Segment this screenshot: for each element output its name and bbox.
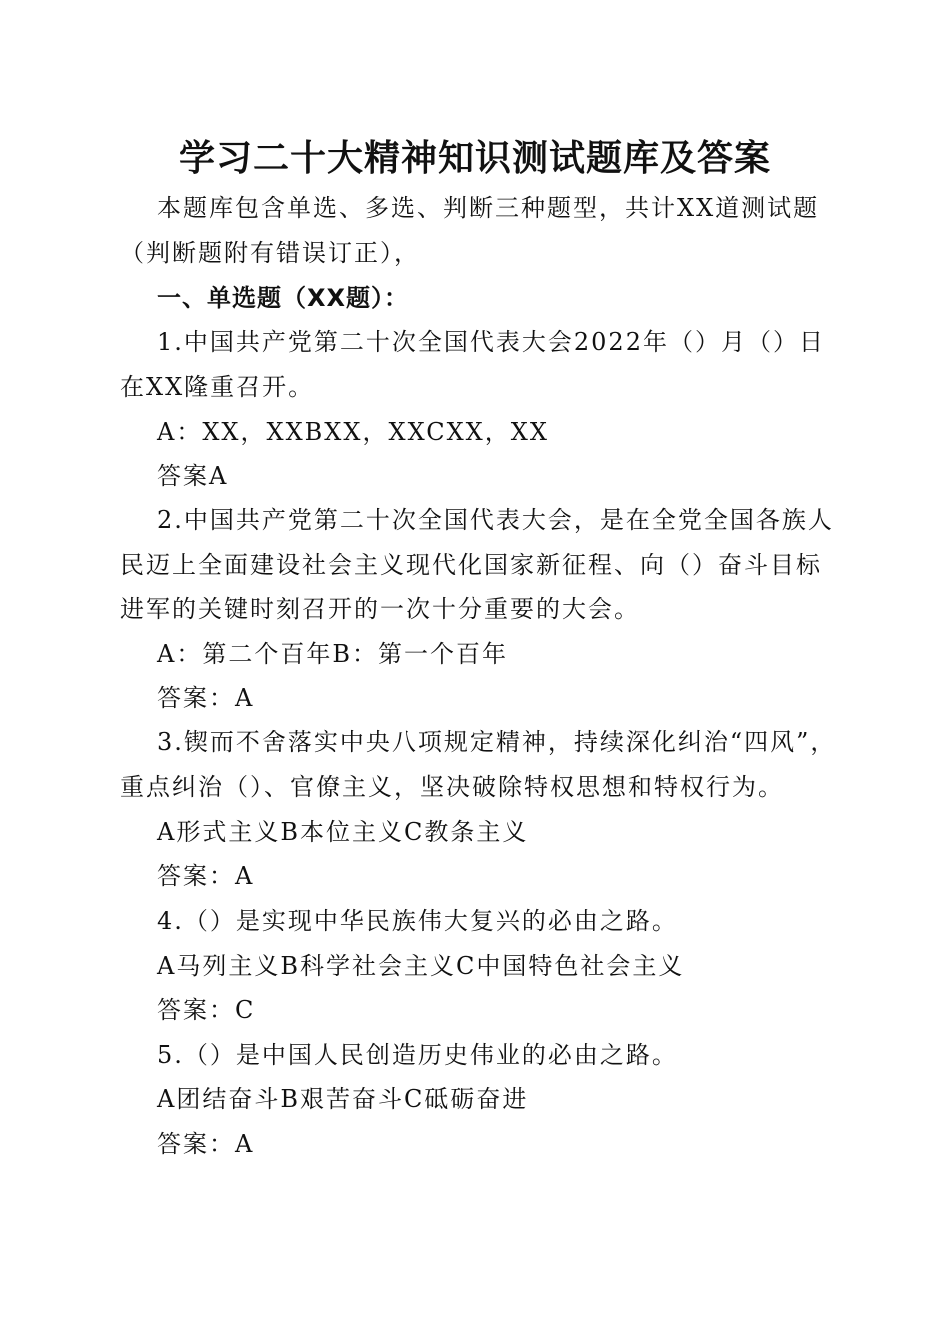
intro-line-1: 本题库包含单选、多选、判断三种题型，共计XX道测试题 bbox=[157, 194, 820, 222]
question-2-answer: 答案：A bbox=[157, 684, 255, 712]
question-1-line-1: 1.中国共产党第二十次全国代表大会2022年（）月（）日 bbox=[157, 328, 825, 356]
question-5-answer: 答案：A bbox=[157, 1130, 255, 1158]
question-4-answer: 答案：C bbox=[157, 996, 256, 1024]
question-5-options: A团结奋斗B艰苦奋斗C砥砺奋进 bbox=[157, 1085, 529, 1113]
question-3-line-1: 3.锲而不舍落实中央八项规定精神，持续深化纠治“四风”， bbox=[157, 728, 837, 756]
question-1-line-2: 在XX隆重召开。 bbox=[120, 373, 315, 401]
question-2-line-3: 进军的关键时刻召开的一次十分重要的大会。 bbox=[120, 595, 640, 623]
question-1-answer: 答案A bbox=[157, 462, 229, 490]
question-4-options: A马列主义B科学社会主义C中国特色社会主义 bbox=[157, 952, 685, 980]
question-2-options: A：第二个百年B：第一个百年 bbox=[157, 640, 508, 668]
question-3-line-2: 重点纠治（）、官僚主义，坚决破除特权思想和特权行为。 bbox=[120, 773, 784, 801]
question-3-options: A形式主义B本位主义C教条主义 bbox=[157, 818, 529, 846]
section-heading: 一、单选题（XX题）： bbox=[157, 284, 410, 312]
question-2-line-2: 民迈上全面建设社会主义现代化国家新征程、向（）奋斗目标 bbox=[120, 551, 822, 579]
question-1-options: A：XX，XXBXX，XXCXX，XX bbox=[157, 418, 549, 446]
document-title: 学习二十大精神知识测试题库及答案 bbox=[178, 138, 771, 179]
question-4-line-1: 4.（）是实现中华民族伟大复兴的必由之路。 bbox=[157, 907, 678, 935]
question-3-answer: 答案：A bbox=[157, 862, 255, 890]
question-5-line-1: 5.（）是中国人民创造历史伟业的必由之路。 bbox=[157, 1041, 678, 1069]
intro-line-2: （判断题附有错误订正）， bbox=[120, 239, 420, 267]
question-2-line-1: 2.中国共产党第二十次全国代表大会，是在全党全国各族人 bbox=[157, 506, 834, 534]
